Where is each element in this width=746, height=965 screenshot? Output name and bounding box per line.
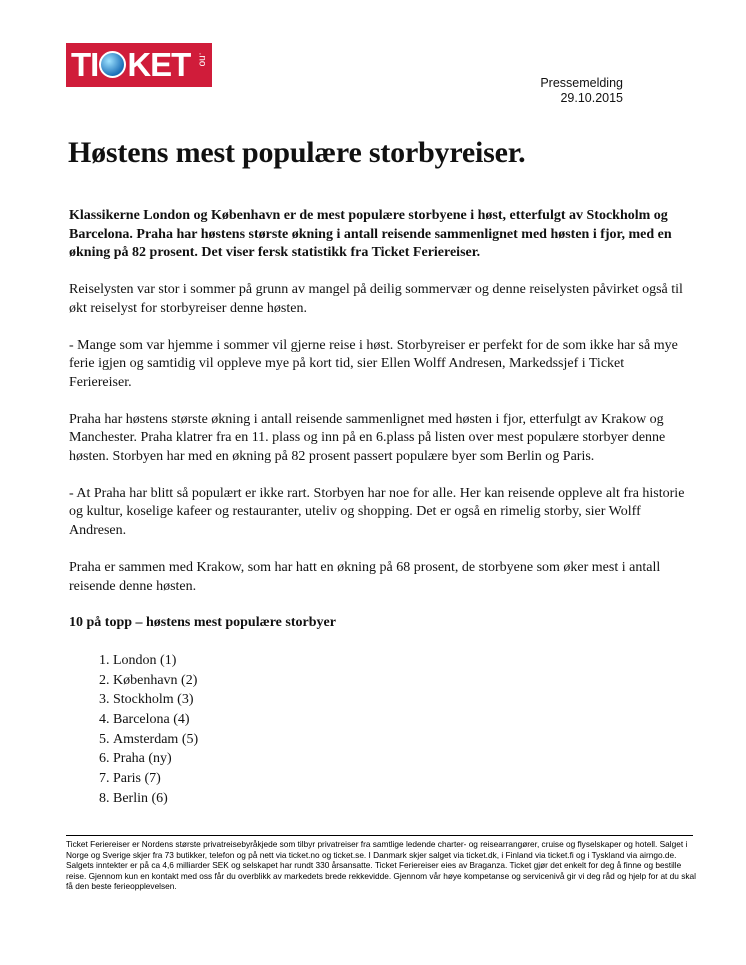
list-item: 7. Paris (7) — [113, 769, 689, 789]
list-title: 10 på topp – høstens mest populære storbyer — [69, 615, 336, 631]
paragraph-1: Reiselysten var stor i sommer på grunn av mangel på deilig sommervær og denne reiselysten påvirket også til økt reiselyst for storbyreiser denne høsten. — [69, 282, 683, 316]
document-type: Pressemelding — [540, 76, 623, 90]
logo-wordmark — [71, 43, 190, 87]
paragraph-4: - At Praha har blitt så populært er ikke rart. Storbyen har noe for alle. Her kan reisende oppleve alt fra historie og kultur, koselige kafeer og restauranter, uteliv og shopping. Det er også en rimelig storby, sier Wolff Andresen. — [69, 485, 685, 539]
list-item: 2. København (2) — [113, 671, 689, 691]
footer-text: Ticket Feriereiser er Nordens største privatreisebyråkjede som tilbyr privatreiser fra samtlige ledende charter- og reisearrangører, cruise og flyselskaper og hotell. Salget i Norge og Sverige skjer fra 73 butikker, telefon og på nett via ticket.no og ticket.se. I Danmark skjer salget via ticket.dk, i Finland via ticket.fi og i Tyskland via airngo.de. Salgets inntekter er på ca 4,6 milliarder SEK og selskapet har rundt 330 årsansatte. Ticket Feriereiser eies av Braganza. Ticket gjør det enkelt for deg å finne og bestille reise. Gjennom kun en kontakt med oss får du overblikk av markedets brede rekkevidde. Gjennom vår høye kompetanse og servicenivå gir vi deg råd og hjelp for at du skal få den beste ferieopplevelsen. — [66, 839, 696, 891]
list-item: 4. Barcelona (4) — [113, 710, 689, 730]
paragraph-2: - Mange som var hjemme i sommer vil gjerne reise i høst. Storbyreiser er perfekt for de som ikke har så mye ferie igjen og samtidig vil oppleve mye på kort tid, sier Ellen Wolff Andresen, Markedssjef i Ticket Feriereiser. — [69, 337, 678, 390]
lead-paragraph: Klassikerne London og København er de mest populære storbyene i høst, etterfulgt av Stockholm og Barcelona. Praha har høstens største økning i antall reisende sammenlignet med høsten i fjor, med en økning på 82 prosent. Det viser fersk statistikk fra Ticket Feriereiser. — [69, 208, 672, 261]
list-item: 1. London (1) — [113, 651, 689, 671]
list-item: 8. Berlin (6) — [113, 789, 689, 809]
article-body — [69, 207, 689, 809]
document-date: 29.10.2015 — [560, 91, 623, 105]
ticket-logo — [66, 43, 212, 87]
list-item: 5. Amsterdam (5) — [113, 730, 689, 750]
logo-text-start: TI — [71, 46, 99, 83]
paragraph-3: Praha har høstens største økning i antall reisende sammenlignet med høsten i fjor, etterfulgt av Krakow og Manchester. Praha klatrer fra en 11. plass og inn på en 6.plass på listen over mest populære storbyer denne høsten. Storbyen har med en økning på 82 prosent passert populære byer som Berlin og Paris. — [69, 411, 666, 465]
top-cities-list — [69, 651, 689, 809]
paragraph-5: Praha er sammen med Krakow, som har hatt en økning på 68 prosent, de storbyene som øker mest i antall reisende denne høsten. — [69, 559, 661, 594]
logo-globe-icon — [99, 51, 126, 78]
document-header — [540, 76, 623, 106]
footer-divider — [66, 835, 693, 836]
logo-text-end: KET — [127, 46, 191, 83]
list-item: 6. Praha (ny) — [113, 749, 689, 769]
page-title: Høstens mest populære storbyreiser. — [68, 136, 526, 169]
logo-tld: .no — [196, 52, 208, 67]
list-item: 3. Stockholm (3) — [113, 690, 689, 710]
